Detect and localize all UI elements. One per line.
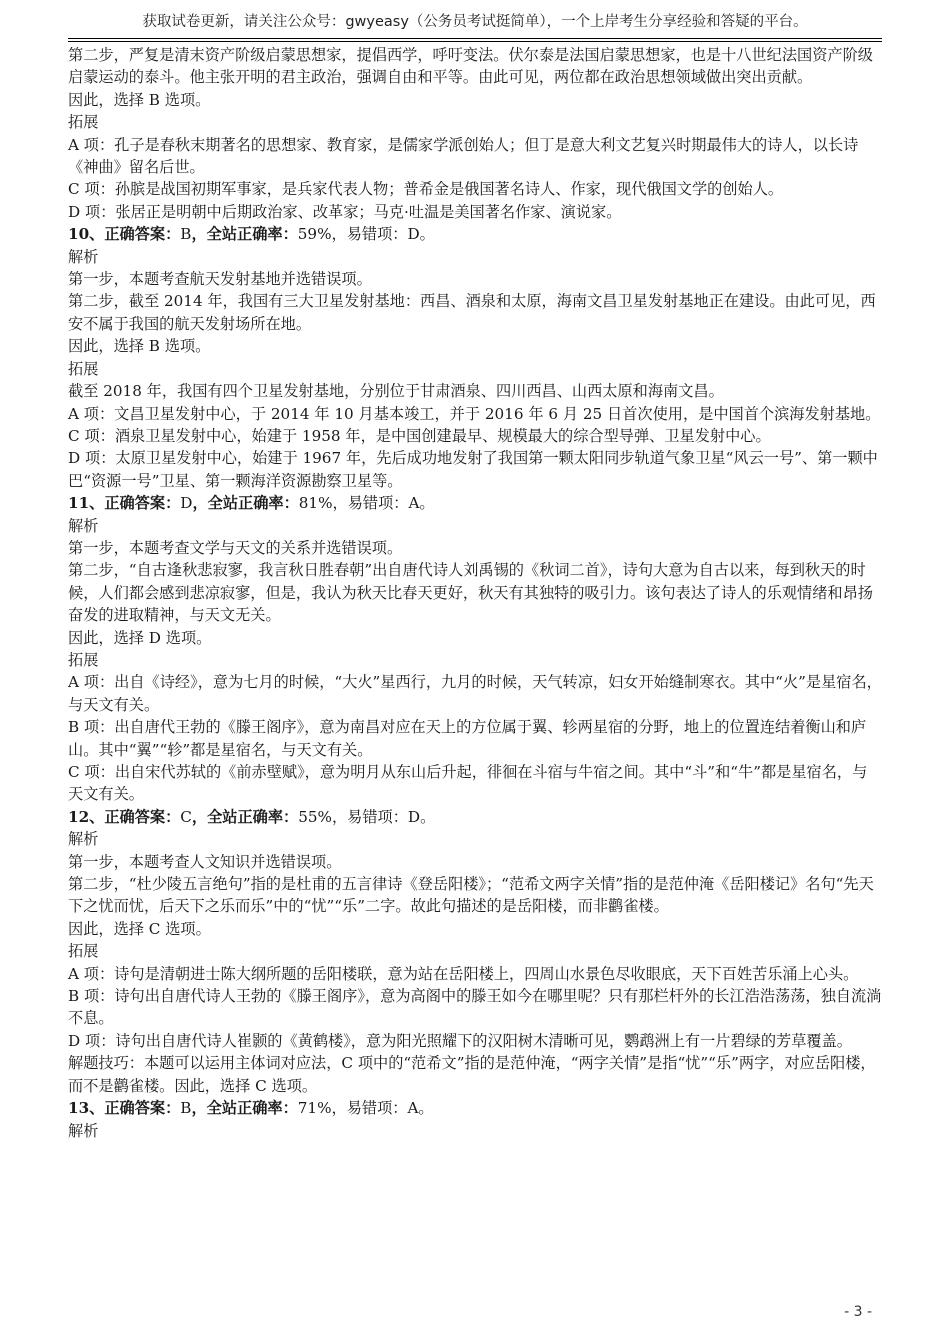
answer-line <box>68 223 882 245</box>
accuracy-label: ，全站正确率： <box>192 494 299 513</box>
paragraph: 拓展 <box>68 113 99 132</box>
accuracy-value: 81%，易错项：A。 <box>298 494 435 513</box>
answer-line <box>68 1097 882 1119</box>
accuracy-label: ，全站正确率： <box>191 225 298 244</box>
paragraph: A 项：文昌卫星发射中心，于 2014 年 10 月基本竣工，并于 2016 年 6 月 25 日首次使用，是中国首个滨海发射基地。 <box>68 404 881 423</box>
answer-label: 12、正确答案： <box>68 807 181 826</box>
paragraph: 因此，选择 C 选项。 <box>68 919 211 938</box>
paragraph: 拓展 <box>68 942 99 961</box>
document-body <box>68 44 882 1142</box>
paragraph: 第二步，严复是清末资产阶级启蒙思想家，提倡西学，呼吁变法。伏尔泰是法国启蒙思想家，也是十八世纪法国资产阶级启蒙运动的泰斗。他主张开明的君主政治，强调自由和平等。由此可见，两位都在政治思想领域做出突出贡献。 <box>68 46 873 87</box>
page-number: - 3 - <box>844 1304 872 1320</box>
answer-choice: B <box>180 225 192 244</box>
paragraph: 解析 <box>68 830 99 849</box>
answer-label: 13、正确答案： <box>68 1099 181 1118</box>
header-divider <box>68 38 882 39</box>
paragraph: 第一步，本题考查文学与天文的关系并选错误项。 <box>68 538 403 557</box>
paragraph: A 项：诗句是清朝进士陈大纲所题的岳阳楼联，意为站在岳阳楼上，四周山水景色尽收眼底，天下百姓苦乐涌上心头。 <box>68 964 859 983</box>
paragraph: C 项：出自宋代苏轼的《前赤壁赋》，意为明月从东山后升起，徘徊在斗宿与牛宿之间。其中“斗”和“牛”都是星宿名，与天文有关。 <box>68 763 868 804</box>
answer-choice: D <box>180 494 193 513</box>
paragraph: C 项：酒泉卫星发射中心，始建于 1958 年，是中国创建最早、规模最大的综合型导弹、卫星发射中心。 <box>68 426 771 445</box>
paragraph: 解题技巧：本题可以运用主体词对应法，C 项中的“范希文”指的是范仲淹，“两字关情”是指“忧”“乐”两字，对应岳阳楼，而不是鹳雀楼。因此，选择 C 选项。 <box>68 1054 876 1095</box>
paragraph: 第二步，“自古逢秋悲寂寥，我言秋日胜春朝”出自唐代诗人刘禹锡的《秋词二首》，诗句大意为自古以来，每到秋天的时候，人们都会感到悲凉寂寥，但是，我认为秋天比春天更好，秋天有其独特的吸引力。该句表达了诗人的乐观情绪和昂扬奋发的进取精神，与天文无关。 <box>68 561 873 625</box>
answer-label: 10、正确答案： <box>68 225 181 244</box>
accuracy-value: 55%，易错项：D。 <box>298 807 436 826</box>
accuracy-value: 59%，易错项：D。 <box>297 225 435 244</box>
paragraph: A 项：出自《诗经》，意为七月的时候，“大火”星西行，九月的时候，天气转凉，妇女开始缝制寒衣。其中“火”是星宿名，与天文有关。 <box>68 673 882 714</box>
answer-choice: B <box>180 1099 192 1118</box>
paragraph: 解析 <box>68 1121 99 1140</box>
paragraph: 第一步，本题考查航天发射基地并选错误项。 <box>68 270 372 289</box>
answer-line <box>68 806 882 828</box>
paragraph: D 项：诗句出自唐代诗人崔颢的《黄鹤楼》，意为阳光照耀下的汉阳树木清晰可见，鹦鹉洲上有一片碧绿的芳草覆盖。 <box>68 1031 852 1050</box>
paragraph: B 项：出自唐代王勃的《滕王阁序》，意为南昌对应在天上的方位属于翼、轸两星宿的分野，地上的位置连结着衡山和庐山。其中“翼”“轸”都是星宿名，与天文有关。 <box>68 718 867 759</box>
answer-line <box>68 492 882 514</box>
paragraph: 截至 2018 年，我国有四个卫星发射基地，分别位于甘肃酒泉、四川西昌、山西太原和海南文昌。 <box>68 382 724 401</box>
accuracy-value: 71%，易错项：A。 <box>297 1099 434 1118</box>
paragraph: C 项：孙膑是战国初期军事家，是兵家代表人物；普希金是俄国著名诗人、作家，现代俄国文学的创始人。 <box>68 180 784 199</box>
paragraph: 解析 <box>68 516 99 535</box>
accuracy-label: ，全站正确率： <box>191 807 299 826</box>
paragraph: 解析 <box>68 247 99 266</box>
paragraph: A 项：孔子是春秋末期著名的思想家、教育家，是儒家学派创始人；但丁是意大利文艺复兴时期最伟大的诗人，以长诗《神曲》留名后世。 <box>68 135 859 177</box>
paragraph: 第二步，截至 2014 年，我国有三大卫星发射基地：西昌、酒泉和太原，海南文昌卫星发射基地正在建设。由此可见，西安不属于我国的航天发射场所在地。 <box>68 292 876 333</box>
answer-choice: C <box>180 807 192 826</box>
paragraph: D 项：太原卫星发射中心，始建于 1967 年，先后成功地发射了我国第一颗太阳同步轨道气象卫星“风云一号”、第一颗中巴“资源一号”卫星、第一颗海洋资源勘察卫星等。 <box>68 449 878 490</box>
paragraph: 拓展 <box>68 359 99 378</box>
paragraph: D 项：张居正是明朝中后期政治家、改革家；马克·吐温是美国著名作家、演说家。 <box>68 202 622 221</box>
paragraph: 因此，选择 B 选项。 <box>68 337 211 356</box>
paragraph: 拓展 <box>68 650 99 669</box>
paragraph: 因此，选择 D 选项。 <box>68 628 212 647</box>
accuracy-label: ，全站正确率： <box>191 1099 298 1118</box>
paragraph: 因此，选择 B 选项。 <box>68 90 211 109</box>
paragraph: 第二步，“杜少陵五言绝句”指的是杜甫的五言律诗《登岳阳楼》；“范希文两字关情”指的是范仲淹《岳阳楼记》名句“先天下之忧而忧，后天下之乐而乐”中的“忧”“乐”二字。故此句描述的是岳阳楼，而非鹳雀楼。 <box>68 875 874 916</box>
header-divider-secondary <box>68 41 882 42</box>
answer-label: 11、正确答案： <box>68 494 181 513</box>
paragraph: 第一步，本题考查人文知识并选错误项。 <box>68 852 342 871</box>
paragraph: B 项：诗句出自唐代诗人王勃的《滕王阁序》，意为高阁中的滕王如今在哪里呢？只有那栏杆外的长江浩浩荡荡，独自流淌不息。 <box>68 987 882 1028</box>
page-header-notice: 获取试卷更新，请关注公众号：gwyeasy（公务员考试挺简单），一个上岸考生分享经验和答疑的平台。 <box>142 14 808 30</box>
